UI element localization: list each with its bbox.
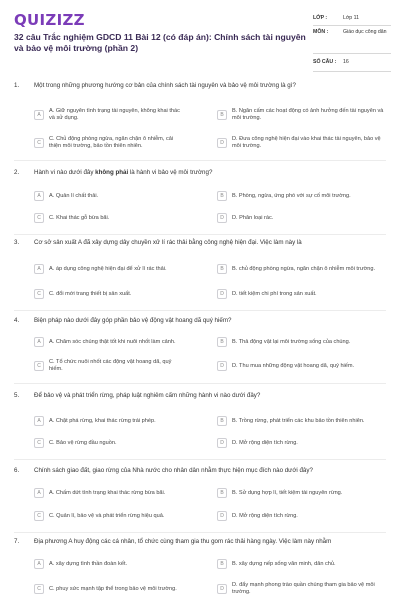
option-b[interactable] [217,187,387,205]
option-letter: C [34,361,44,371]
option-text: D. Mở rộng diện tích rừng. [232,512,298,519]
option-a[interactable] [34,106,184,124]
option-text: D. tiết kiệm chi phí trong sản xuất. [232,290,317,297]
question-text: Biện pháp nào dưới đây góp phần bảo vệ động vật hoang dã quý hiếm? [34,317,232,324]
meta-class-value: Lớp 11 [343,15,359,21]
option-d[interactable] [217,357,387,375]
option-b[interactable] [217,555,387,573]
option-text: B. xây dựng nếp sống văn minh, dân chủ. [232,560,336,567]
option-text: B. Thả động vật lại môi trường sống của chúng. [232,338,351,345]
option-text: B. Trồng rừng, phát triển các khu bảo tồn thiên nhiên. [232,417,365,424]
option-b[interactable] [217,412,387,430]
option-letter: B [217,559,227,569]
question-number: 4. [14,317,20,324]
question-text: Để bảo vệ và phát triển rừng, pháp luật nghiêm cấm những hành vi nào dưới đây? [34,392,261,399]
question-text: Một trong những phương hướng cơ bản của chính sách tài nguyên và bảo vệ môi trường là gì? [34,82,296,89]
option-text: A. xây dựng tình thần đoàn kết. [49,560,128,567]
meta-subject-row [313,26,391,54]
divider [14,310,386,311]
option-letter: A [34,264,44,274]
option-a[interactable] [34,412,184,430]
divider [14,459,386,460]
option-letter: A [34,110,44,120]
question-number: 1. [14,82,20,89]
option-letter: D [217,438,227,448]
question-text [34,169,389,177]
meta-count-row [313,56,391,72]
option-text: A. Chăm sóc chúng thật tốt khi nuôi nhốt làm cảnh. [49,338,176,345]
option-text: D. Đưa công nghệ hiện đại vào khai thác tài nguyên, bảo vệ môi trường. [232,136,381,149]
option-letter: A [34,191,44,201]
quizizz-logo: QUIZIZZ [14,11,85,29]
option-a[interactable] [34,484,184,502]
option-c[interactable] [34,209,184,227]
option-text: C. phuy sức mạnh tập thể trong bảo vệ môi trường. [49,585,177,592]
option-letter: C [34,511,44,521]
option-text: C. đổi mới trang thiết bị sản xuất. [49,290,132,297]
question-text: Cơ sở sản xuất A đã xây dựng dây chuyền xử lí rác thải bằng công nghệ hiện đại. Việc làm này là [34,239,302,246]
option-c[interactable] [34,134,184,152]
option-text: D. Thu mua những động vật hoang dã, quý hiếm. [232,362,355,369]
meta-class-row [313,12,391,26]
option-letter: B [217,416,227,426]
document-header [0,0,400,72]
question-number: 6. [14,467,20,474]
option-a[interactable] [34,260,184,278]
option-d[interactable] [217,134,387,152]
meta-count-label: SỐ CÂU : [313,59,337,65]
meta-subject-value: Giáo dục công dân [343,29,387,35]
option-b[interactable] [217,106,387,124]
option-b[interactable] [217,484,387,502]
meta-class-label: LỚP : [313,15,328,21]
question-text: Địa phương A huy động các cá nhân, tổ chức cùng tham gia thu gom rác thải hàng ngày. Việc làm này nhằm [34,538,332,545]
option-text: C. Tổ chức nuôi nhốt các động vật hoang dã, quý hiếm. [49,359,172,372]
divider [14,234,386,235]
option-text: D. Phân loại rác. [232,214,274,221]
option-letter: A [34,337,44,347]
question-number: 5. [14,392,20,399]
divider [14,383,386,384]
option-a[interactable] [34,555,184,573]
question-number: 3. [14,239,20,246]
option-c[interactable] [34,357,184,375]
option-d[interactable] [217,285,387,303]
divider [14,532,386,533]
option-text: B. Ngăn cấm các hoạt động có ảnh hưởng đến tài nguyên và môi trường. [232,108,384,121]
option-text: B. Phòng, ngừa, ứng phó với sự cố môi trường. [232,192,351,199]
option-letter: B [217,337,227,347]
option-letter: D [217,584,227,594]
option-c[interactable] [34,580,184,598]
option-letter: C [34,584,44,594]
option-letter: A [34,559,44,569]
option-letter: B [217,191,227,201]
option-text: A. Chấm dứt tình trạng khai thác rừng bừa bãi. [49,489,166,496]
option-letter: D [217,289,227,299]
option-text: A. Giữ nguyên tình trạng tài nguyên, không khai thác và sử dụng. [49,108,180,121]
option-text: C. Quản lí, bảo vệ và phát triển rừng hiệu quả. [49,512,165,519]
option-letter: B [217,110,227,120]
option-d[interactable] [217,580,387,598]
option-text: C. Chủ động phòng ngừa, ngăn chặn ô nhiễm, cải thiện môi trường, bảo tồn thiên nhiên. [49,136,174,149]
question-number: 7. [14,538,20,545]
option-letter: D [217,511,227,521]
option-b[interactable] [217,333,387,351]
option-d[interactable] [217,507,387,525]
option-text: A. Quản lí chất thải. [49,192,99,199]
option-text: C. Khai thác gỗ bừa bãi. [49,214,110,221]
question-number: 2. [14,169,20,176]
option-letter: B [217,488,227,498]
option-letter: D [217,213,227,223]
option-c[interactable] [34,285,184,303]
question-text-part: Hành vi nào dưới đây [34,169,96,176]
option-text: B. chủ động phòng ngừa, ngăn chặn ô nhiễm môi trường. [232,265,376,272]
option-d[interactable] [217,434,387,452]
option-letter: C [34,289,44,299]
option-letter: C [34,138,44,148]
option-text: D. Mở rộng diện tích rừng. [232,439,298,446]
option-letter: C [34,213,44,223]
option-text: A. Chặt phá rừng, khai thác rừng trái phép. [49,417,156,424]
option-text: C. Bảo vệ rừng đầu nguồn. [49,439,117,446]
option-letter: C [34,438,44,448]
question-text-part: là hành vi bảo vệ môi trường? [128,169,213,176]
document-title: 32 câu Trắc nghiệm GDCD 11 Bài 12 (có đáp án): Chính sách tài nguyên và bảo vệ môi trường (phần 2) [14,32,306,53]
option-letter: B [217,264,227,274]
meta-subject-label: MÔN : [313,29,329,35]
meta-count-value: 16 [343,59,349,65]
option-c[interactable] [34,507,184,525]
option-letter: D [217,138,227,148]
meta-panel [313,12,391,72]
option-c[interactable] [34,434,184,452]
option-a[interactable] [34,333,184,351]
question-emphasis: không phải [95,169,129,176]
option-letter: D [217,361,227,371]
option-d[interactable] [217,209,387,227]
option-text: A. áp dụng công nghệ hiện đại để xử lí rác thải. [49,265,167,272]
option-text: D. đẩy mạnh phong trào quần chúng tham gia bảo vệ môi trường. [232,582,375,595]
option-letter: A [34,488,44,498]
option-text: B. Sử dụng hợp lí, tiết kiệm tài nguyên rừng. [232,489,343,496]
option-letter: A [34,416,44,426]
divider [14,160,386,161]
option-a[interactable] [34,187,184,205]
question-text: Chính sách giao đất, giao rừng của Nhà nước cho nhân dân nhằm thực hiện mục đích nào dưới đây? [34,467,313,474]
option-b[interactable] [217,260,387,278]
